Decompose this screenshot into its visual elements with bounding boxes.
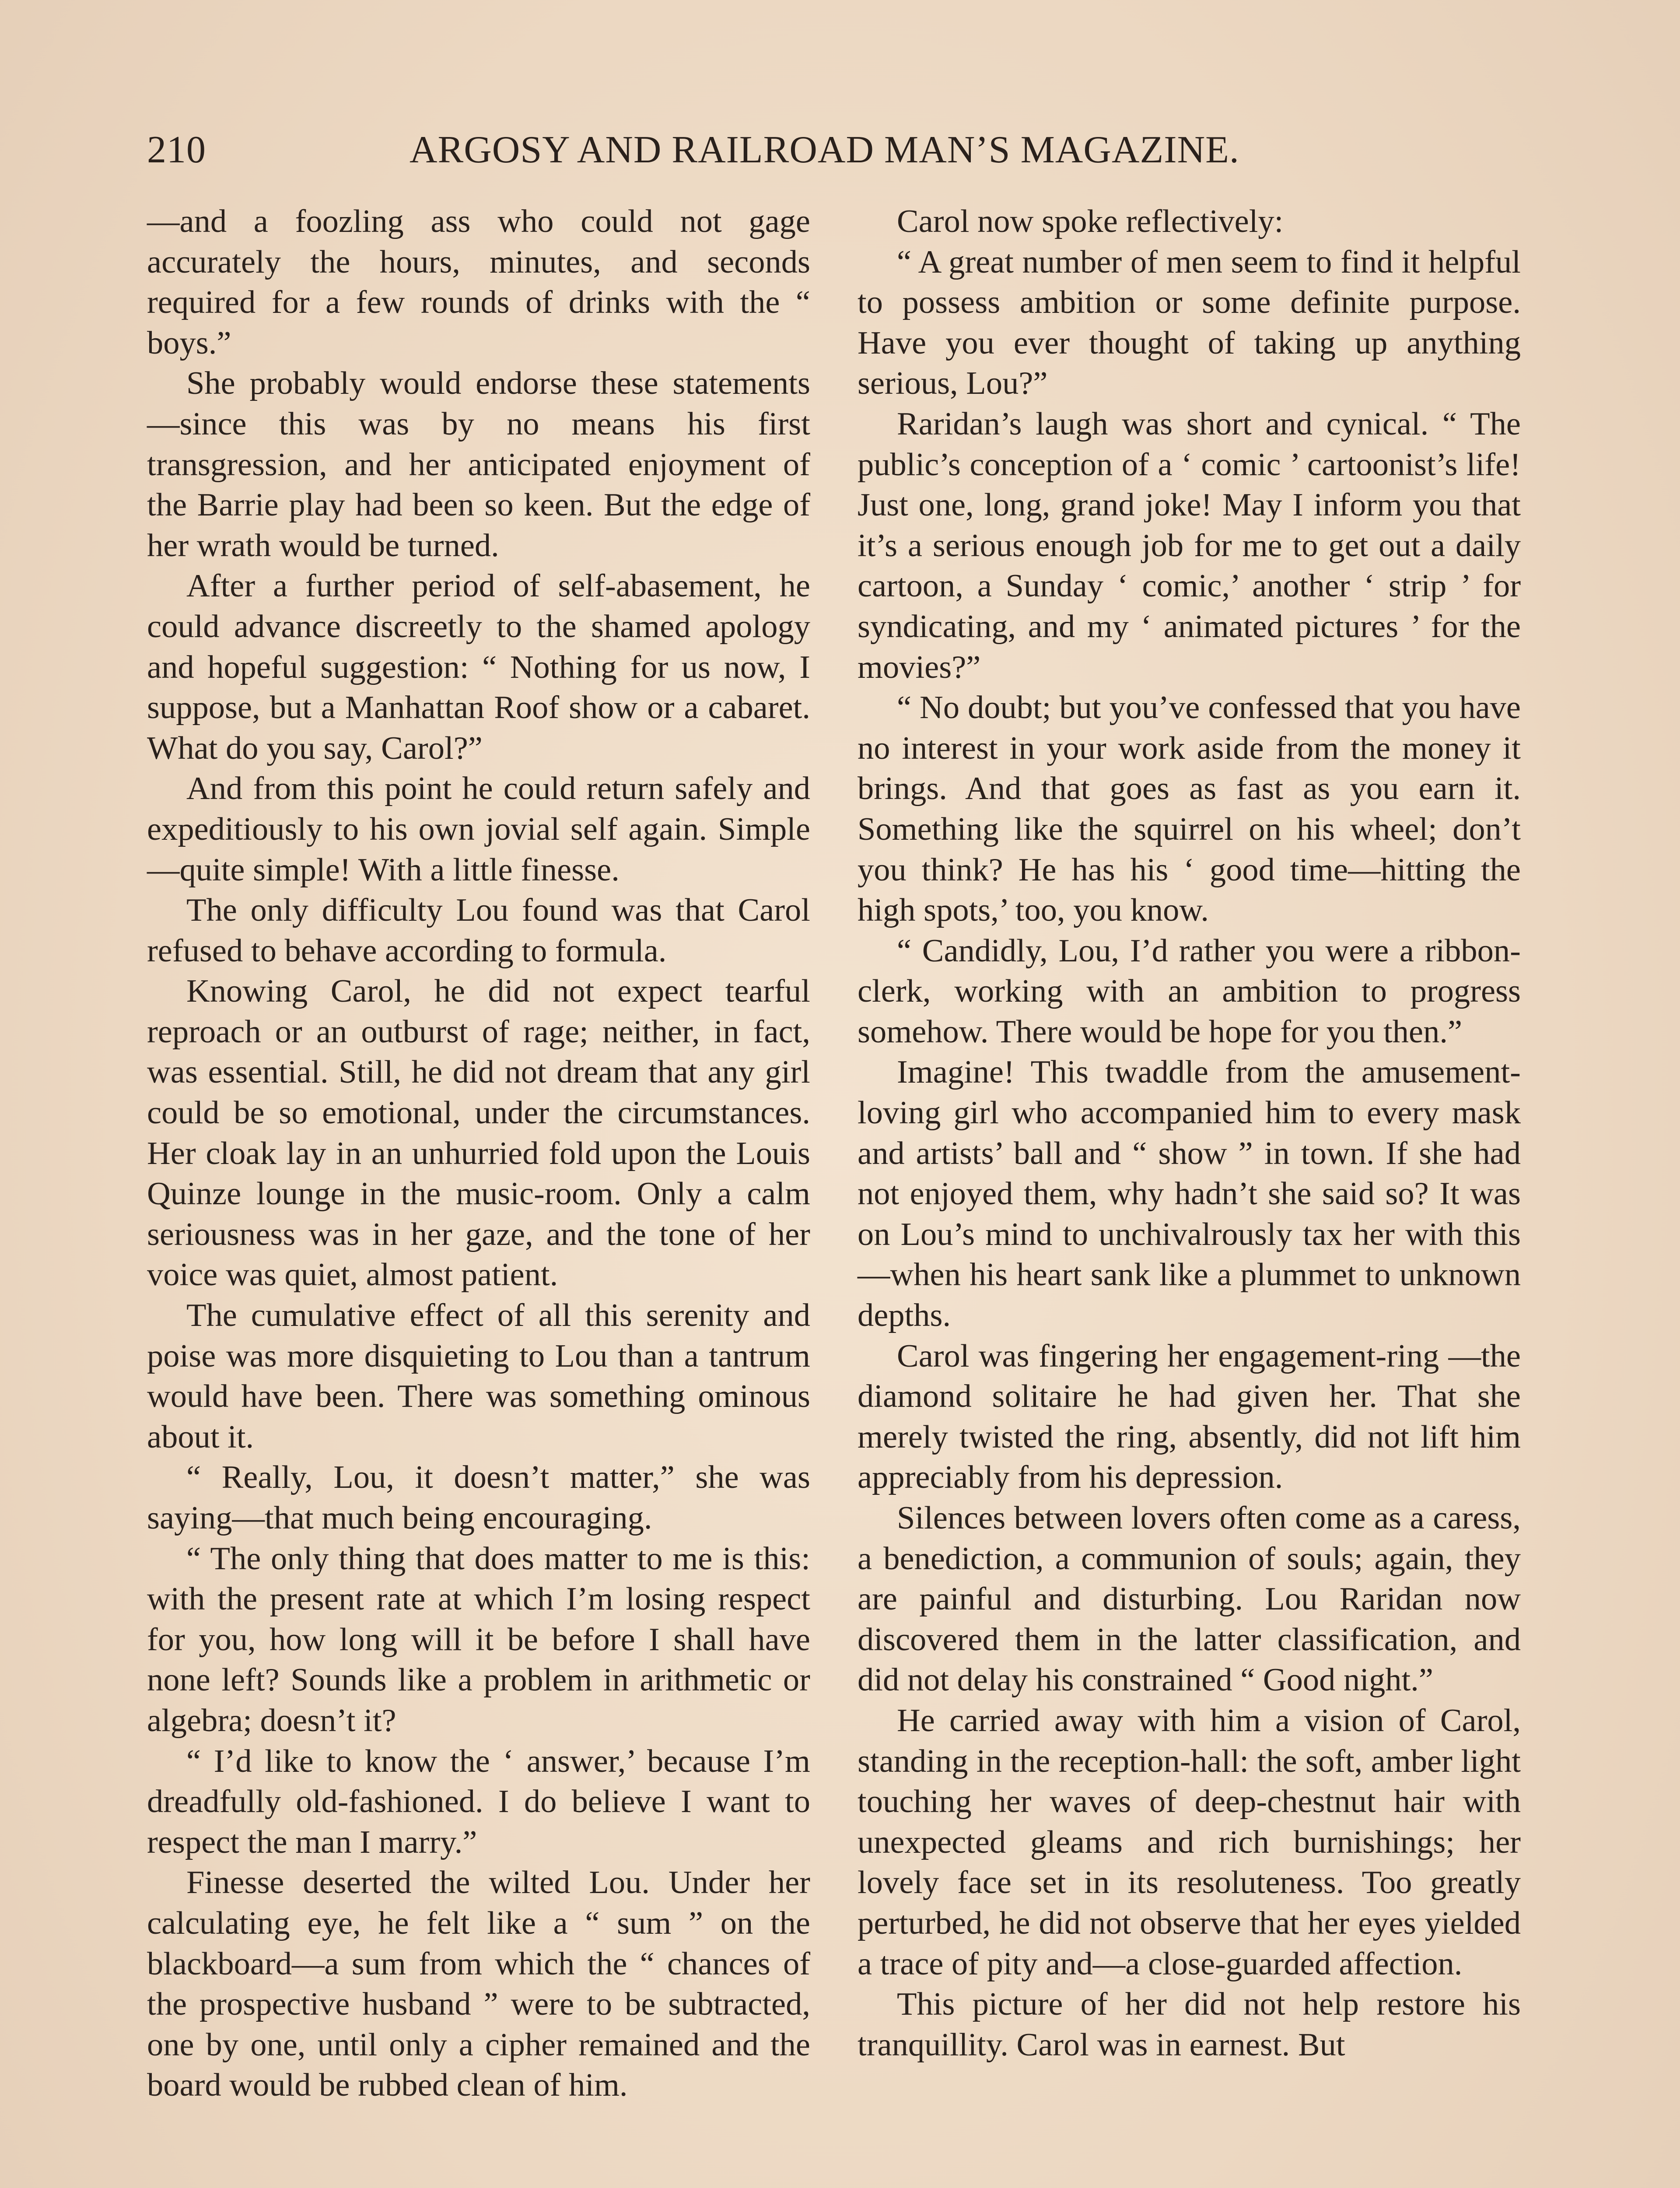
paragraph: Carol now spoke reflectively: — [897, 203, 1284, 239]
paragraph: “ I’d like to know the ‘ answer,’ because I’m dreadfully old-fashioned. I do believe I want to respect the man I marry.” — [147, 1743, 810, 1860]
paragraph: Silences between lovers often come as a caress, a benediction, a communion of souls; again, they are painful and disturbing. Lou Raridan now discovered them in the latter classification, and did not delay his constrained “ Good night.” — [858, 1500, 1521, 1698]
paragraph: And from this point he could return safely and expeditiously to his own jovial self again. Simple—quite simple! With a little finesse. — [147, 771, 810, 888]
paragraph: After a further period of self-abasement, he could advance discreetly to the shamed apology and hopeful suggestion: “ Nothing for us now, I suppose, but a Manhattan Roof show or a cabaret. What do you say, Carol?” — [147, 568, 810, 766]
paragraph: She probably would endorse these statements—since this was by no means his first transgression, and her anticipated enjoyment of the Barrie play had been so keen. But the edge of her wrath would be turned. — [147, 365, 810, 564]
right-column — [858, 201, 1521, 2188]
paragraph: Carol was fingering her engagement-ring —the diamond solitaire he had given her. That she merely twisted the ring, absently, did not lift him appreciably from his depression. — [858, 1338, 1521, 1496]
paragraph: “ The only thing that does matter to me is this: with the present rate at which I’m losing respect for you, how long will it be before I shall have none left? Sounds like a problem in arithmetic or algebra; doesn’t it? — [147, 1540, 810, 1739]
paragraph: “ A great number of men seem to find it helpful to possess ambition or some definite purpose. Have you ever thought of taking up anything serious, Lou?” — [858, 244, 1521, 402]
paragraph: Finesse deserted the wilted Lou. Under her calculating eye, he felt like a “ sum ” on the blackboard—a sum from which the “ chances of the prospective husband ” were to be subtracted, one by one, until only a cipher remained and the board would be rubbed clean of him. — [147, 1865, 810, 2104]
paragraph: Knowing Carol, he did not expect tearful reproach or an outburst of rage; neither, in fact, was essential. Still, he did not dream that any girl could be so emotional, under the circumstances. Her cloak lay in an unhurried fold upon the Louis Quinze lounge in the music-room. Only a calm seriousness was in her gaze, and the tone of her voice was quiet, almost patient. — [147, 973, 810, 1293]
page-header — [147, 119, 1521, 185]
page-number: 210 — [147, 129, 206, 171]
paragraph: The cumulative effect of all this serenity and poise was more disquieting to Lou than a tantrum would have been. There was something ominous about it. — [147, 1297, 810, 1455]
paragraph: The only difficulty Lou found was that Carol refused to behave according to formula. — [147, 892, 810, 969]
paragraph: Raridan’s laugh was short and cynical. “ The public’s conception of a ‘ comic ’ cartoonist’s life! Just one, long, grand joke! May I inform you that it’s a serious enough job for me to get out a daily cartoon, a Sunday ‘ comic,’ another ‘ strip ’ for syndicating, and my ‘ animated pictures ’ for the movies?” — [858, 406, 1521, 685]
running-title: ARGOSY AND RAILROAD MAN’S MAGAZINE. — [410, 129, 1239, 171]
paragraph: “ Really, Lou, it doesn’t matter,” she was saying—that much being encouraging. — [147, 1459, 810, 1536]
paragraph: This picture of her did not help restore his tranquillity. Carol was in earnest. But — [858, 1986, 1521, 2063]
paragraph: He carried away with him a vision of Carol, standing in the reception-hall: the soft, amber light touching her waves of deep-chestnut hair with unexpected gleams and rich burnishings; her lovely face set in its resoluteness. Too greatly perturbed, he did not observe that her eyes yielded a trace of pity and—a close-guarded affection. — [858, 1702, 1521, 1982]
paragraph: —and a foozling ass who could not gage accurately the hours, minutes, and seconds required for a few rounds of drinks with the “ boys.” — [147, 203, 810, 361]
left-column — [147, 201, 810, 2188]
paragraph: “ Candidly, Lou, I’d rather you were a ribbon-clerk, working with an ambition to progress somehow. There would be hope for you then.” — [858, 933, 1521, 1050]
paragraph: Imagine! This twaddle from the amusement-loving girl who accompanied him to every mask and artists’ ball and “ show ” in town. If she had not enjoyed them, why hadn’t she said so? It was on Lou’s mind to unchivalrously tax her with this—when his heart sank like a plummet to unknown depths. — [858, 1054, 1521, 1334]
paragraph: “ No doubt; but you’ve confessed that you have no interest in your work aside from the money it brings. And that goes as fast as you earn it. Something like the squirrel on his wheel; don’t you think? He has his ‘ good time—hitting the high spots,’ too, you know. — [858, 690, 1521, 929]
